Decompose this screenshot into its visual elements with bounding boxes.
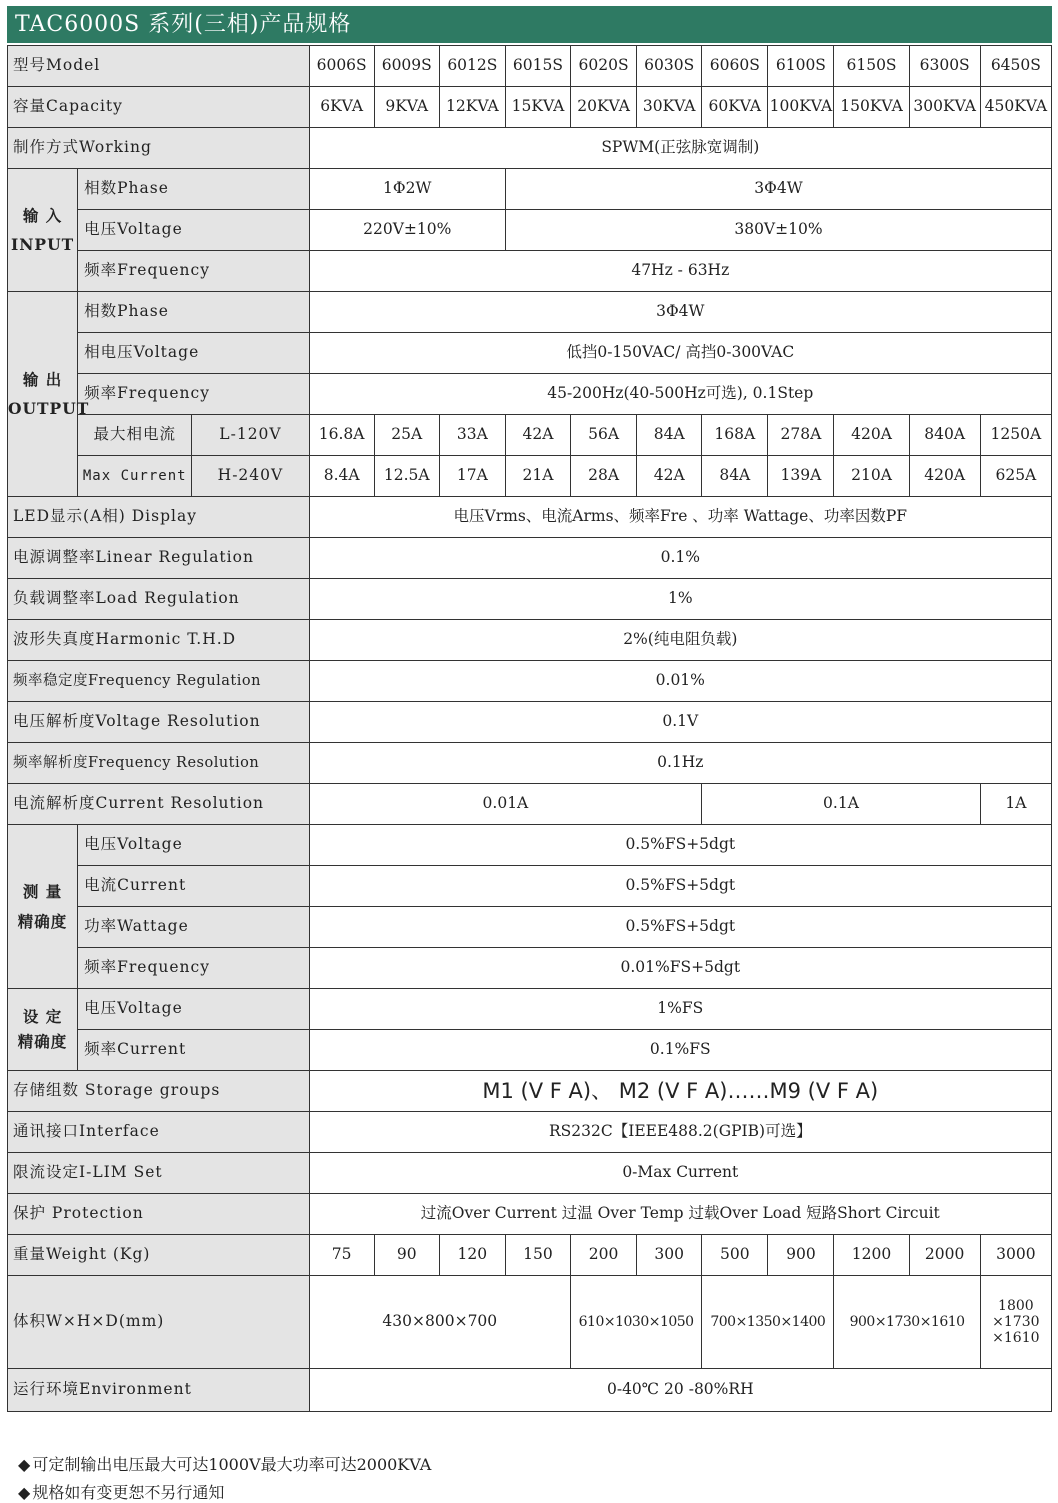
- h240-cell: 210A: [834, 456, 909, 497]
- storage-row: [8, 1071, 1052, 1112]
- capacity-label: 容量Capacity: [8, 87, 310, 128]
- measure-current-value: 0.5%FS+5dgt: [309, 866, 1051, 907]
- l120-cell: 840A: [909, 415, 980, 456]
- thd-value: 2%(纯电阻负载): [309, 620, 1051, 661]
- measure-wattage-label: 功率Wattage: [78, 907, 309, 948]
- measure-wattage-row: [8, 907, 1052, 948]
- working-row: [8, 128, 1052, 169]
- model-cell: 6060S: [702, 46, 768, 87]
- measure-current-row: [8, 866, 1052, 907]
- max-current-label-cn: 最大相电流: [78, 415, 192, 456]
- model-cell: 6015S: [505, 46, 570, 87]
- setting-voltage-row: [8, 989, 1052, 1030]
- input-frequency-label: 频率Frequency: [78, 251, 309, 292]
- l120-cell: 42A: [505, 415, 570, 456]
- frequency-regulation-row: [8, 661, 1052, 702]
- input-phase-label: 相数Phase: [78, 169, 309, 210]
- frequency-regulation-value: 0.01%: [309, 661, 1051, 702]
- volume-label: 体积W×H×D(mm): [8, 1276, 310, 1369]
- measure-frequency-value: 0.01%FS+5dgt: [309, 948, 1051, 989]
- volume-value-2: 610×1030×1050: [571, 1276, 702, 1369]
- l120-label: L-120V: [192, 415, 309, 456]
- model-cell: 6450S: [980, 46, 1051, 87]
- weight-cell: 200: [571, 1235, 637, 1276]
- volume-value-5-line1: 1800: [998, 1297, 1034, 1314]
- capacity-row: [8, 87, 1052, 128]
- l120-cell: 33A: [439, 415, 505, 456]
- output-h240-row: [8, 456, 1052, 497]
- load-regulation-row: [8, 579, 1052, 620]
- voltage-resolution-label: 电压解析度Voltage Resolution: [8, 702, 310, 743]
- storage-label: 存储组数 Storage groups: [8, 1071, 310, 1112]
- weight-cell: 90: [374, 1235, 439, 1276]
- measure-group-label-2: 精确度: [17, 911, 68, 931]
- output-l120-row: [8, 415, 1052, 456]
- working-value: SPWM(正弦脉宽调制): [309, 128, 1051, 169]
- h240-cell: 28A: [571, 456, 637, 497]
- weight-row: [8, 1235, 1052, 1276]
- h240-cell: 17A: [439, 456, 505, 497]
- weight-label: 重量Weight (Kg): [8, 1235, 310, 1276]
- input-phase-row: [8, 169, 1052, 210]
- setting-group-label-2: 精确度: [17, 1031, 68, 1051]
- weight-cell: 300: [637, 1235, 702, 1276]
- h240-cell: 12.5A: [374, 456, 439, 497]
- volume-value-5-line2: ×1730: [992, 1313, 1040, 1330]
- output-voltage-row: [8, 333, 1052, 374]
- model-cell: 6006S: [309, 46, 374, 87]
- current-resolution-value-a: 0.01A: [309, 784, 702, 825]
- thd-label: 波形失真度Harmonic T.H.D: [8, 620, 310, 661]
- model-row: [8, 46, 1052, 87]
- working-label: 制作方式Working: [8, 128, 310, 169]
- environment-label: 运行环境Environment: [8, 1369, 310, 1412]
- diamond-bullet-icon: ◆: [18, 1483, 31, 1502]
- output-phase-value: 3Φ4W: [309, 292, 1051, 333]
- model-cell: 6030S: [637, 46, 702, 87]
- measure-frequency-row: [8, 948, 1052, 989]
- volume-value-1: 430×800×700: [309, 1276, 570, 1369]
- h240-cell: 625A: [980, 456, 1051, 497]
- output-phase-label: 相数Phase: [78, 292, 309, 333]
- volume-value-5-line3: ×1610: [992, 1330, 1040, 1347]
- interface-value: RS232C【IEEE488.2(GPIB)可选】: [309, 1112, 1051, 1153]
- capacity-cell: 30KVA: [637, 87, 702, 128]
- input-frequency-value: 47Hz - 63Hz: [309, 251, 1051, 292]
- frequency-resolution-value: 0.1Hz: [309, 743, 1051, 784]
- ilim-row: [8, 1153, 1052, 1194]
- input-group-label-en: INPUT: [11, 235, 75, 254]
- footnote-1: [18, 1452, 431, 1475]
- h240-cell: 420A: [909, 456, 980, 497]
- weight-cell: 3000: [980, 1235, 1051, 1276]
- input-frequency-row: [8, 251, 1052, 292]
- max-current-label-en: Max Current: [78, 456, 192, 497]
- capacity-cell: 15KVA: [505, 87, 570, 128]
- current-resolution-value-c: 1A: [980, 784, 1051, 825]
- linear-regulation-value: 0.1%: [309, 538, 1051, 579]
- setting-current-value: 0.1%FS: [309, 1030, 1051, 1071]
- frequency-resolution-label: 频率解析度Frequency Resolution: [8, 743, 310, 784]
- measure-group-label-1: 测 量: [22, 882, 63, 902]
- ilim-label: 限流设定I-LIM Set: [8, 1153, 310, 1194]
- capacity-cell: 150KVA: [834, 87, 909, 128]
- measure-voltage-value: 0.5%FS+5dgt: [309, 825, 1051, 866]
- input-voltage-three: 380V±10%: [505, 210, 1051, 251]
- input-group-label-cn: 输 入: [22, 205, 63, 225]
- output-frequency-value: 45-200Hz(40-500Hz可选), 0.1Step: [309, 374, 1051, 415]
- output-group-label-en: OUTPUT: [8, 399, 90, 418]
- environment-value: 0-40℃ 20 -80%RH: [309, 1369, 1051, 1412]
- setting-group-label: [8, 989, 78, 1071]
- weight-cell: 1200: [834, 1235, 909, 1276]
- display-row: [8, 497, 1052, 538]
- input-voltage-label: 电压Voltage: [78, 210, 309, 251]
- weight-cell: 500: [702, 1235, 768, 1276]
- input-phase-single: 1Φ2W: [309, 169, 505, 210]
- interface-label: 通讯接口Interface: [8, 1112, 310, 1153]
- frequency-resolution-row: [8, 743, 1052, 784]
- model-cell: 6009S: [374, 46, 439, 87]
- volume-row: [8, 1276, 1052, 1369]
- measure-wattage-value: 0.5%FS+5dgt: [309, 907, 1051, 948]
- model-label: 型号Model: [8, 46, 310, 87]
- output-voltage-label: 相电压Voltage: [78, 333, 309, 374]
- footnote-2: [18, 1480, 224, 1503]
- capacity-cell: 450KVA: [980, 87, 1051, 128]
- measure-frequency-label: 频率Frequency: [78, 948, 309, 989]
- l120-cell: 25A: [374, 415, 439, 456]
- footnote-2-text: 规格如有变更恕不另行通知: [32, 1483, 225, 1502]
- capacity-cell: 12KVA: [439, 87, 505, 128]
- current-resolution-value-b: 0.1A: [702, 784, 980, 825]
- thd-row: [8, 620, 1052, 661]
- setting-group-label-1: 设 定: [22, 1006, 63, 1026]
- protection-row: [8, 1194, 1052, 1235]
- linear-regulation-label: 电源调整率Linear Regulation: [8, 538, 310, 579]
- capacity-cell: 60KVA: [702, 87, 768, 128]
- linear-regulation-row: [8, 538, 1052, 579]
- volume-value-5: [980, 1276, 1051, 1369]
- voltage-resolution-value: 0.1V: [309, 702, 1051, 743]
- weight-cell: 900: [768, 1235, 834, 1276]
- l120-cell: 56A: [571, 415, 637, 456]
- ilim-value: 0-Max Current: [309, 1153, 1051, 1194]
- interface-row: [8, 1112, 1052, 1153]
- h240-cell: 8.4A: [309, 456, 374, 497]
- l120-cell: 84A: [637, 415, 702, 456]
- l120-cell: 278A: [768, 415, 834, 456]
- output-group-label: [8, 292, 90, 497]
- h240-cell: 42A: [637, 456, 702, 497]
- weight-cell: 75: [309, 1235, 374, 1276]
- diamond-bullet-icon: ◆: [18, 1455, 31, 1474]
- setting-voltage-value: 1%FS: [309, 989, 1051, 1030]
- current-resolution-label: 电流解析度Current Resolution: [8, 784, 310, 825]
- display-value: 电压Vrms、电流Arms、频率Fre 、功率 Wattage、功率因数PF: [309, 497, 1051, 538]
- output-voltage-value: 低挡0-150VAC/ 高挡0-300VAC: [309, 333, 1051, 374]
- weight-cell: 150: [505, 1235, 570, 1276]
- h240-label: H-240V: [192, 456, 309, 497]
- capacity-cell: 100KVA: [768, 87, 834, 128]
- input-phase-three: 3Φ4W: [505, 169, 1051, 210]
- setting-voltage-label: 电压Voltage: [78, 989, 309, 1030]
- weight-cell: 120: [439, 1235, 505, 1276]
- h240-cell: 139A: [768, 456, 834, 497]
- protection-label: 保护 Protection: [8, 1194, 310, 1235]
- input-voltage-row: [8, 210, 1052, 251]
- output-group-label-cn: 输 出: [22, 369, 63, 389]
- l120-cell: 1250A: [980, 415, 1051, 456]
- measure-voltage-row: [8, 825, 1052, 866]
- volume-value-4: 900×1730×1610: [834, 1276, 980, 1369]
- l120-cell: 420A: [834, 415, 909, 456]
- voltage-resolution-row: [8, 702, 1052, 743]
- input-voltage-single: 220V±10%: [309, 210, 505, 251]
- measure-current-label: 电流Current: [78, 866, 309, 907]
- output-frequency-row: [8, 374, 1052, 415]
- footnote-1-text: 可定制输出电压最大可达1000V最大功率可达2000KVA: [32, 1455, 432, 1474]
- h240-cell: 84A: [702, 456, 768, 497]
- measure-group-label: [8, 825, 78, 989]
- weight-cell: 2000: [909, 1235, 980, 1276]
- model-cell: 6012S: [439, 46, 505, 87]
- measure-voltage-label: 电压Voltage: [78, 825, 309, 866]
- current-resolution-row: [8, 784, 1052, 825]
- l120-cell: 16.8A: [309, 415, 374, 456]
- frequency-regulation-label: 频率稳定度Frequency Regulation: [8, 661, 310, 702]
- setting-current-row: [8, 1030, 1052, 1071]
- capacity-cell: 9KVA: [374, 87, 439, 128]
- display-label: LED显示(A相) Display: [8, 497, 310, 538]
- input-group-label: [8, 169, 78, 292]
- capacity-cell: 6KVA: [309, 87, 374, 128]
- model-cell: 6100S: [768, 46, 834, 87]
- protection-value: 过流Over Current 过温 Over Temp 过载Over Load 短路Short Circuit: [309, 1194, 1051, 1235]
- model-cell: 6020S: [571, 46, 637, 87]
- environment-row: [8, 1369, 1052, 1412]
- model-cell: 6150S: [834, 46, 909, 87]
- storage-value: M1 (V F A)、 M2 (V F A)……M9 (V F A): [309, 1071, 1051, 1112]
- load-regulation-value: 1%: [309, 579, 1051, 620]
- load-regulation-label: 负载调整率Load Regulation: [8, 579, 310, 620]
- h240-cell: 21A: [505, 456, 570, 497]
- spec-table: [7, 45, 1052, 1412]
- output-phase-row: [8, 292, 1052, 333]
- page-title: TAC6000S 系列(三相)产品规格: [7, 6, 1052, 43]
- model-cell: 6300S: [909, 46, 980, 87]
- volume-value-3: 700×1350×1400: [702, 1276, 834, 1369]
- l120-cell: 168A: [702, 415, 768, 456]
- capacity-cell: 20KVA: [571, 87, 637, 128]
- setting-current-label: 频率Current: [78, 1030, 309, 1071]
- capacity-cell: 300KVA: [909, 87, 980, 128]
- output-frequency-label: 频率Frequency: [78, 374, 309, 415]
